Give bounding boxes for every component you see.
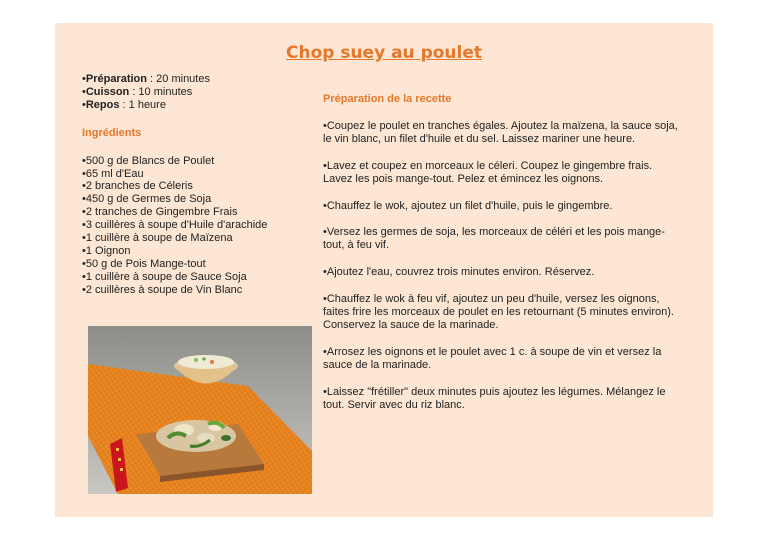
dish-photo [88, 326, 312, 494]
recipe-step: •Ajoutez l'eau, couvrez trois minutes environ. Réservez. [323, 266, 595, 279]
time-repos: •Repos : 1 heure [82, 98, 166, 111]
ingredient-item: •1 cuillère à soupe de Maïzena [82, 232, 233, 245]
recipe-heading: Préparation de la recette [323, 93, 452, 105]
recipe-page [55, 23, 713, 517]
recipe-step: •Chauffez le wok, ajoutez un filet d'huile, puis le gingembre. [323, 199, 613, 212]
ingredient-item: •3 cuillères à soupe d'Huile d'arachide [82, 219, 268, 232]
recipe-step: •Laissez "frétiller" deux minutes puis ajoutez les légumes. Mélangez le tout. Servir avec du riz blanc. [323, 385, 666, 411]
ingredient-item: •50 g de Pois Mange-tout [82, 257, 206, 270]
ingredient-item: •65 ml d'Eau [82, 167, 144, 180]
ingredient-item: •1 Oignon [82, 244, 131, 257]
recipe-step: •Versez les germes de soja, les morceaux de céléri et les pois mange-tout, à feu vif. [323, 226, 665, 252]
ingredient-item: •2 cuillères à soupe de Vin Blanc [82, 283, 243, 296]
recipe-step: •Lavez et coupez en morceaux le céleri. Coupez le gingembre frais. Lavez les pois mange-tout. Pelez et émincez les oignons. [323, 159, 653, 185]
ingredient-item: •500 g de Blancs de Poulet [82, 154, 215, 167]
ingredients-heading: Ingrédients [82, 126, 142, 139]
recipe-steps-column [323, 93, 683, 426]
time-cuisson: •Cuisson : 10 minutes [82, 85, 193, 98]
ingredient-item: •2 branches de Céleris [82, 180, 193, 193]
ingredients-column [82, 73, 322, 297]
ingredient-item: •2 tranches de Gingembre Frais [82, 206, 238, 219]
time-preparation: •Préparation : 20 minutes [82, 73, 210, 85]
recipe-step: •Arrosez les oignons et le poulet avec 1 c. à soupe de vin et versez la sauce de la marinade. [323, 345, 662, 371]
recipe-step: •Chauffez le wok à feu vif, ajoutez un peu d'huile, versez les oignons, faites frire les morceaux de poulet en les retournant (5 minutes environ). Conservez la sauce de la marinade. [323, 293, 674, 331]
ingredient-item: •450 g de Germes de Soja [82, 193, 212, 206]
recipe-step: •Coupez le poulet en tranches égales. Ajoutez la maïzena, la sauce soja, le vin blanc, un filet d'huile et du sel. Laissez mariner une heure. [323, 119, 678, 145]
ingredient-item: •1 cuillère à soupe de Sauce Soja [82, 270, 247, 283]
page-title: Chop suey au poulet [285, 43, 483, 63]
